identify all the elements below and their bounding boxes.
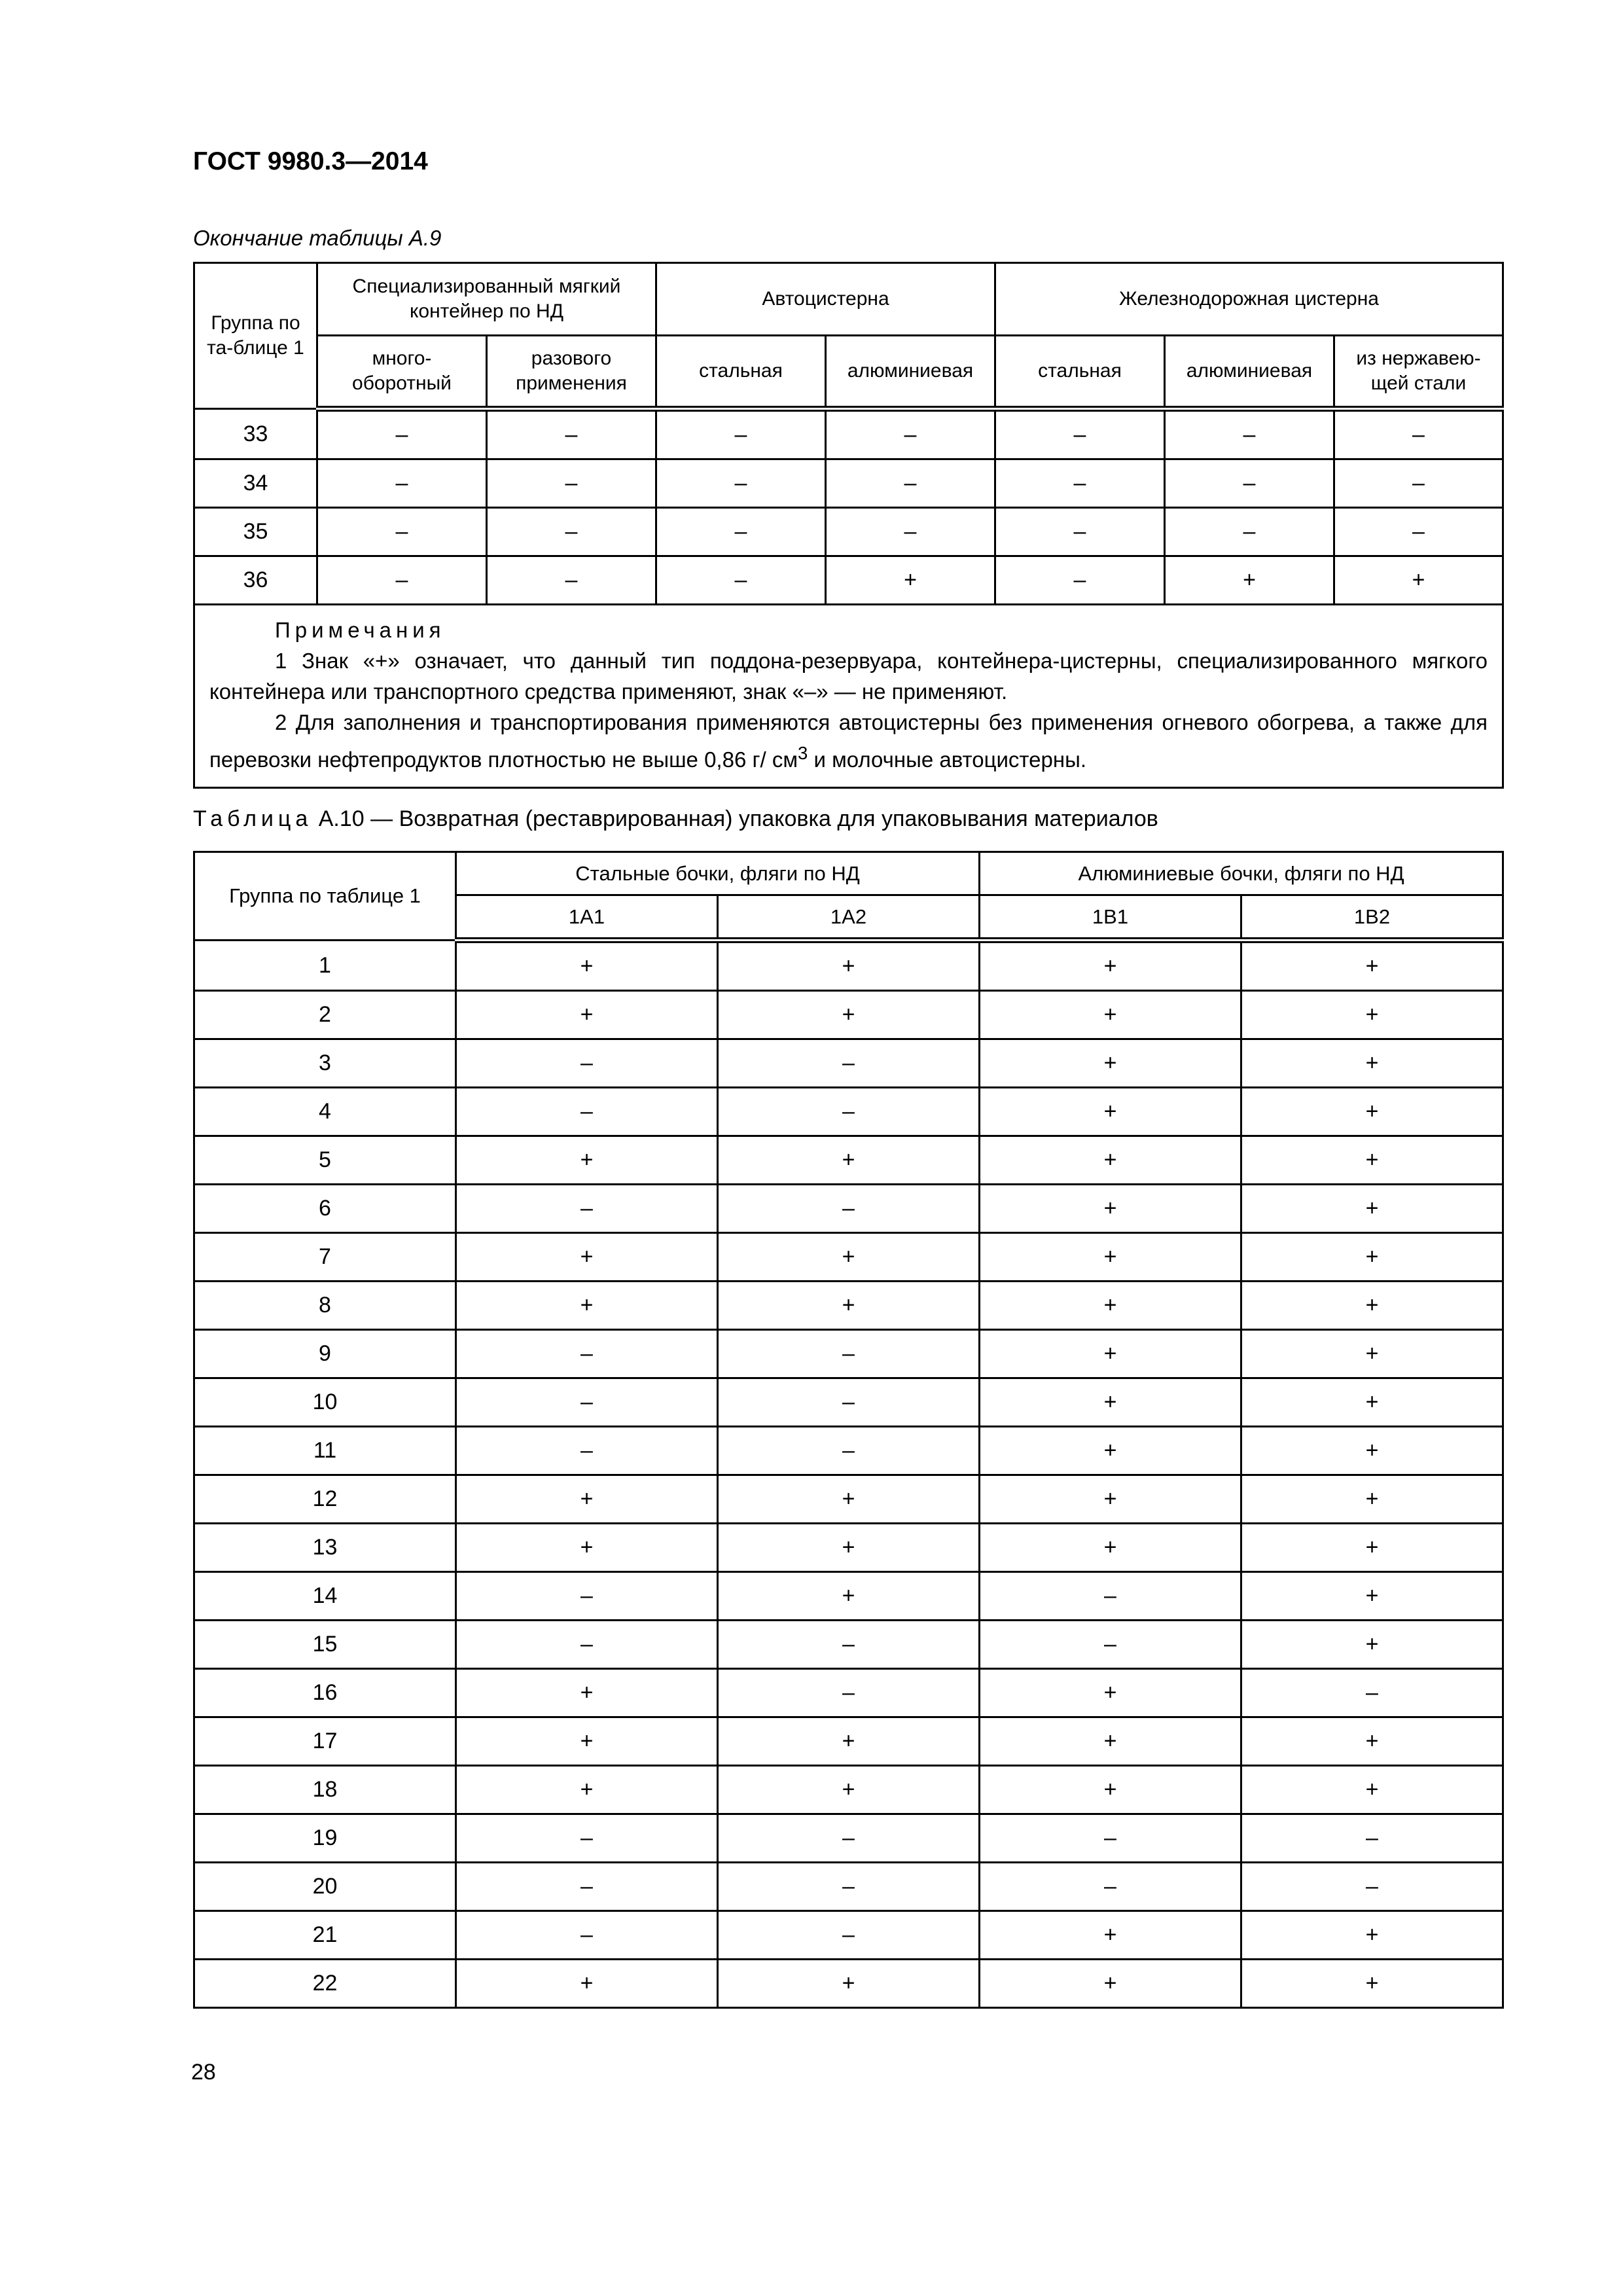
subheader-rail-stainless: из нержавею-щей стали xyxy=(1334,336,1503,409)
applicability-cell: + xyxy=(456,1960,718,2008)
applicability-cell: + xyxy=(1241,1039,1503,1088)
applicability-cell: – xyxy=(718,1088,980,1136)
applicability-cell: + xyxy=(980,1524,1241,1572)
applicability-cell: + xyxy=(980,1475,1241,1524)
table-row xyxy=(194,1669,1503,1717)
applicability-cell: + xyxy=(456,1475,718,1524)
table-row xyxy=(194,941,1503,991)
applicability-cell: + xyxy=(718,1524,980,1572)
applicability-cell: – xyxy=(456,1814,718,1863)
applicability-cell: + xyxy=(980,1282,1241,1330)
applicability-cell: + xyxy=(980,1136,1241,1185)
applicability-cell: + xyxy=(718,991,980,1039)
applicability-cell: + xyxy=(1334,556,1503,605)
applicability-cell: + xyxy=(980,1960,1241,2008)
group-number-cell: 10 xyxy=(194,1378,456,1427)
applicability-cell: + xyxy=(1241,1427,1503,1475)
group-number-cell: 5 xyxy=(194,1136,456,1185)
table-row xyxy=(194,508,1503,556)
table-row xyxy=(194,1427,1503,1475)
applicability-cell: – xyxy=(1165,409,1334,459)
applicability-cell: + xyxy=(980,1330,1241,1378)
applicability-cell: + xyxy=(1241,991,1503,1039)
applicability-cell: + xyxy=(718,1717,980,1766)
applicability-cell: + xyxy=(1241,1960,1503,2008)
applicability-cell: + xyxy=(1241,1621,1503,1669)
applicability-cell: + xyxy=(1241,1088,1503,1136)
applicability-cell: – xyxy=(456,1088,718,1136)
applicability-cell: – xyxy=(718,1863,980,1911)
applicability-cell: + xyxy=(718,1136,980,1185)
group-number-cell: 12 xyxy=(194,1475,456,1524)
applicability-cell: + xyxy=(456,1669,718,1717)
group-number-cell: 2 xyxy=(194,991,456,1039)
applicability-cell: – xyxy=(456,1378,718,1427)
applicability-cell: – xyxy=(718,1378,980,1427)
applicability-cell: – xyxy=(980,1621,1241,1669)
group-number-cell: 3 xyxy=(194,1039,456,1088)
applicability-cell: + xyxy=(1241,1572,1503,1621)
applicability-cell: – xyxy=(456,1621,718,1669)
group-number-cell: 34 xyxy=(194,459,317,508)
applicability-cell: + xyxy=(980,941,1241,991)
header-group: Группа по таблице 1 xyxy=(194,852,456,941)
table-row xyxy=(194,1039,1503,1088)
applicability-cell: + xyxy=(1241,941,1503,991)
applicability-cell: – xyxy=(456,1039,718,1088)
applicability-cell: – xyxy=(826,459,995,508)
note-2-superscript: 3 xyxy=(798,743,808,763)
applicability-cell: – xyxy=(995,508,1165,556)
applicability-cell: + xyxy=(980,1911,1241,1960)
applicability-cell: + xyxy=(718,1572,980,1621)
group-number-cell: 11 xyxy=(194,1427,456,1475)
applicability-cell: + xyxy=(1241,1524,1503,1572)
applicability-cell: + xyxy=(718,941,980,991)
table-row xyxy=(194,556,1503,605)
applicability-cell: – xyxy=(718,1814,980,1863)
applicability-cell: – xyxy=(456,1572,718,1621)
applicability-cell: – xyxy=(1241,1814,1503,1863)
table-row xyxy=(194,1330,1503,1378)
applicability-cell: + xyxy=(980,1717,1241,1766)
subheader-reusable: много-оборотный xyxy=(317,336,487,409)
applicability-cell: + xyxy=(980,1039,1241,1088)
applicability-cell: + xyxy=(980,1233,1241,1282)
table-a10 xyxy=(193,851,1504,2009)
notes-cell xyxy=(194,605,1503,788)
applicability-cell: – xyxy=(656,508,826,556)
applicability-cell: – xyxy=(317,459,487,508)
applicability-cell: – xyxy=(1334,409,1503,459)
applicability-cell: – xyxy=(456,1863,718,1911)
header-steel-barrels: Стальные бочки, фляги по НД xyxy=(456,852,980,895)
table-row xyxy=(194,1475,1503,1524)
applicability-cell: – xyxy=(995,556,1165,605)
applicability-cell: – xyxy=(980,1814,1241,1863)
applicability-cell: – xyxy=(456,1330,718,1378)
table-row xyxy=(194,1185,1503,1233)
table-a10-caption xyxy=(193,806,1158,832)
table-a10-caption-text: А.10 — Возвратная (реставрированная) упаковка для упаковывания материалов xyxy=(312,806,1158,831)
applicability-cell: – xyxy=(826,508,995,556)
applicability-cell: – xyxy=(456,1427,718,1475)
applicability-cell: + xyxy=(718,1475,980,1524)
applicability-cell: + xyxy=(456,991,718,1039)
document-title: ГОСТ 9980.3—2014 xyxy=(193,147,428,175)
applicability-cell: – xyxy=(1165,508,1334,556)
note-1: 1 Знак «+» означает, что данный тип поддона-резервуара, контейнера-цистерны, специализированного мягкого контейнера или транспортного средства применяют, знак «–» — не применяют. xyxy=(209,649,1488,704)
group-number-cell: 14 xyxy=(194,1572,456,1621)
applicability-cell: + xyxy=(1241,1911,1503,1960)
table-row xyxy=(194,1572,1503,1621)
table-row xyxy=(194,459,1503,508)
group-number-cell: 18 xyxy=(194,1766,456,1814)
table-row xyxy=(194,1717,1503,1766)
table-row xyxy=(194,1621,1503,1669)
group-number-cell: 33 xyxy=(194,409,317,459)
group-number-cell: 13 xyxy=(194,1524,456,1572)
group-number-cell: 16 xyxy=(194,1669,456,1717)
applicability-cell: + xyxy=(826,556,995,605)
applicability-cell: – xyxy=(718,1039,980,1088)
applicability-cell: + xyxy=(980,1378,1241,1427)
notes-title: Примечания xyxy=(275,618,446,642)
applicability-cell: + xyxy=(456,1282,718,1330)
header-group: Группа по та-блице 1 xyxy=(194,263,317,409)
page-number: 28 xyxy=(191,2060,216,2085)
applicability-cell: + xyxy=(456,1766,718,1814)
table-row xyxy=(194,1911,1503,1960)
table-row xyxy=(194,1524,1503,1572)
applicability-cell: – xyxy=(487,409,656,459)
group-number-cell: 8 xyxy=(194,1282,456,1330)
applicability-cell: + xyxy=(718,1960,980,2008)
group-number-cell: 22 xyxy=(194,1960,456,2008)
applicability-cell: + xyxy=(980,1088,1241,1136)
subheader-rail-steel: стальная xyxy=(995,336,1165,409)
table-row xyxy=(194,1088,1503,1136)
table-row xyxy=(194,991,1503,1039)
table-row xyxy=(194,1136,1503,1185)
group-number-cell: 35 xyxy=(194,508,317,556)
subheader-1b1: 1В1 xyxy=(980,895,1241,941)
applicability-cell: + xyxy=(456,1233,718,1282)
group-number-cell: 21 xyxy=(194,1911,456,1960)
applicability-cell: – xyxy=(1334,508,1503,556)
table-a9-caption: Окончание таблицы А.9 xyxy=(193,226,442,250)
group-number-cell: 7 xyxy=(194,1233,456,1282)
note-2-text: 2 Для заполнения и транспортирования применяются автоцистерны без применения огневого обогрева, а также для перевозки нефтепродуктов плотностью не выше 0,86 г/ см xyxy=(209,710,1488,772)
header-autocistern: Автоцистерна xyxy=(656,263,995,336)
subheader-1b2: 1В2 xyxy=(1241,895,1503,941)
group-number-cell: 15 xyxy=(194,1621,456,1669)
applicability-cell: + xyxy=(1165,556,1334,605)
header-aluminium-barrels: Алюминиевые бочки, фляги по НД xyxy=(980,852,1503,895)
applicability-cell: + xyxy=(718,1766,980,1814)
subheader-rail-aluminium: алюминиевая xyxy=(1165,336,1334,409)
subheader-1a2: 1А2 xyxy=(718,895,980,941)
applicability-cell: + xyxy=(1241,1282,1503,1330)
group-number-cell: 1 xyxy=(194,941,456,991)
table-row xyxy=(194,1960,1503,2008)
applicability-cell: + xyxy=(456,1136,718,1185)
applicability-cell: + xyxy=(980,1766,1241,1814)
table-row xyxy=(194,1863,1503,1911)
applicability-cell: + xyxy=(718,1233,980,1282)
subheader-1a1: 1А1 xyxy=(456,895,718,941)
subheader-auto-steel: стальная xyxy=(656,336,826,409)
group-number-cell: 19 xyxy=(194,1814,456,1863)
group-number-cell: 17 xyxy=(194,1717,456,1766)
applicability-cell: – xyxy=(826,409,995,459)
group-number-cell: 6 xyxy=(194,1185,456,1233)
applicability-cell: + xyxy=(1241,1475,1503,1524)
applicability-cell: + xyxy=(1241,1717,1503,1766)
applicability-cell: – xyxy=(487,556,656,605)
group-number-cell: 36 xyxy=(194,556,317,605)
applicability-cell: – xyxy=(718,1621,980,1669)
applicability-cell: + xyxy=(1241,1330,1503,1378)
applicability-cell: + xyxy=(1241,1766,1503,1814)
table-row xyxy=(194,1766,1503,1814)
applicability-cell: – xyxy=(456,1911,718,1960)
applicability-cell: – xyxy=(995,459,1165,508)
applicability-cell: – xyxy=(656,409,826,459)
applicability-cell: – xyxy=(487,459,656,508)
header-soft-container: Специализированный мягкий контейнер по НД xyxy=(317,263,656,336)
applicability-cell: – xyxy=(1334,459,1503,508)
applicability-cell: – xyxy=(456,1185,718,1233)
applicability-cell: + xyxy=(980,1669,1241,1717)
table-row xyxy=(194,1378,1503,1427)
group-number-cell: 9 xyxy=(194,1330,456,1378)
applicability-cell: + xyxy=(1241,1185,1503,1233)
table-row xyxy=(194,409,1503,459)
table-a10-caption-word: Таблица xyxy=(193,806,313,831)
applicability-cell: + xyxy=(1241,1378,1503,1427)
applicability-cell: + xyxy=(980,1427,1241,1475)
note-2-tail: и молочные автоцистерны. xyxy=(808,747,1086,772)
applicability-cell: + xyxy=(456,941,718,991)
applicability-cell: – xyxy=(317,409,487,459)
applicability-cell: + xyxy=(456,1524,718,1572)
table-row xyxy=(194,1814,1503,1863)
applicability-cell: – xyxy=(718,1911,980,1960)
applicability-cell: – xyxy=(718,1427,980,1475)
note-2 xyxy=(209,707,1488,775)
applicability-cell: – xyxy=(1165,459,1334,508)
applicability-cell: – xyxy=(718,1185,980,1233)
applicability-cell: – xyxy=(487,508,656,556)
applicability-cell: – xyxy=(656,556,826,605)
applicability-cell: – xyxy=(980,1572,1241,1621)
group-number-cell: 20 xyxy=(194,1863,456,1911)
applicability-cell: – xyxy=(1241,1863,1503,1911)
applicability-cell: + xyxy=(1241,1136,1503,1185)
applicability-cell: + xyxy=(980,1185,1241,1233)
header-rail-cistern: Железнодорожная цистерна xyxy=(995,263,1503,336)
subheader-auto-aluminium: алюминиевая xyxy=(826,336,995,409)
table-row xyxy=(194,1282,1503,1330)
group-number-cell: 4 xyxy=(194,1088,456,1136)
applicability-cell: – xyxy=(317,556,487,605)
applicability-cell: – xyxy=(718,1669,980,1717)
applicability-cell: – xyxy=(995,409,1165,459)
applicability-cell: – xyxy=(980,1863,1241,1911)
applicability-cell: + xyxy=(456,1717,718,1766)
applicability-cell: + xyxy=(718,1282,980,1330)
subheader-single-use: разового применения xyxy=(487,336,656,409)
applicability-cell: – xyxy=(718,1330,980,1378)
applicability-cell: + xyxy=(980,991,1241,1039)
applicability-cell: – xyxy=(1241,1669,1503,1717)
table-a9 xyxy=(193,262,1504,789)
applicability-cell: – xyxy=(656,459,826,508)
table-row xyxy=(194,1233,1503,1282)
applicability-cell: – xyxy=(317,508,487,556)
applicability-cell: + xyxy=(1241,1233,1503,1282)
